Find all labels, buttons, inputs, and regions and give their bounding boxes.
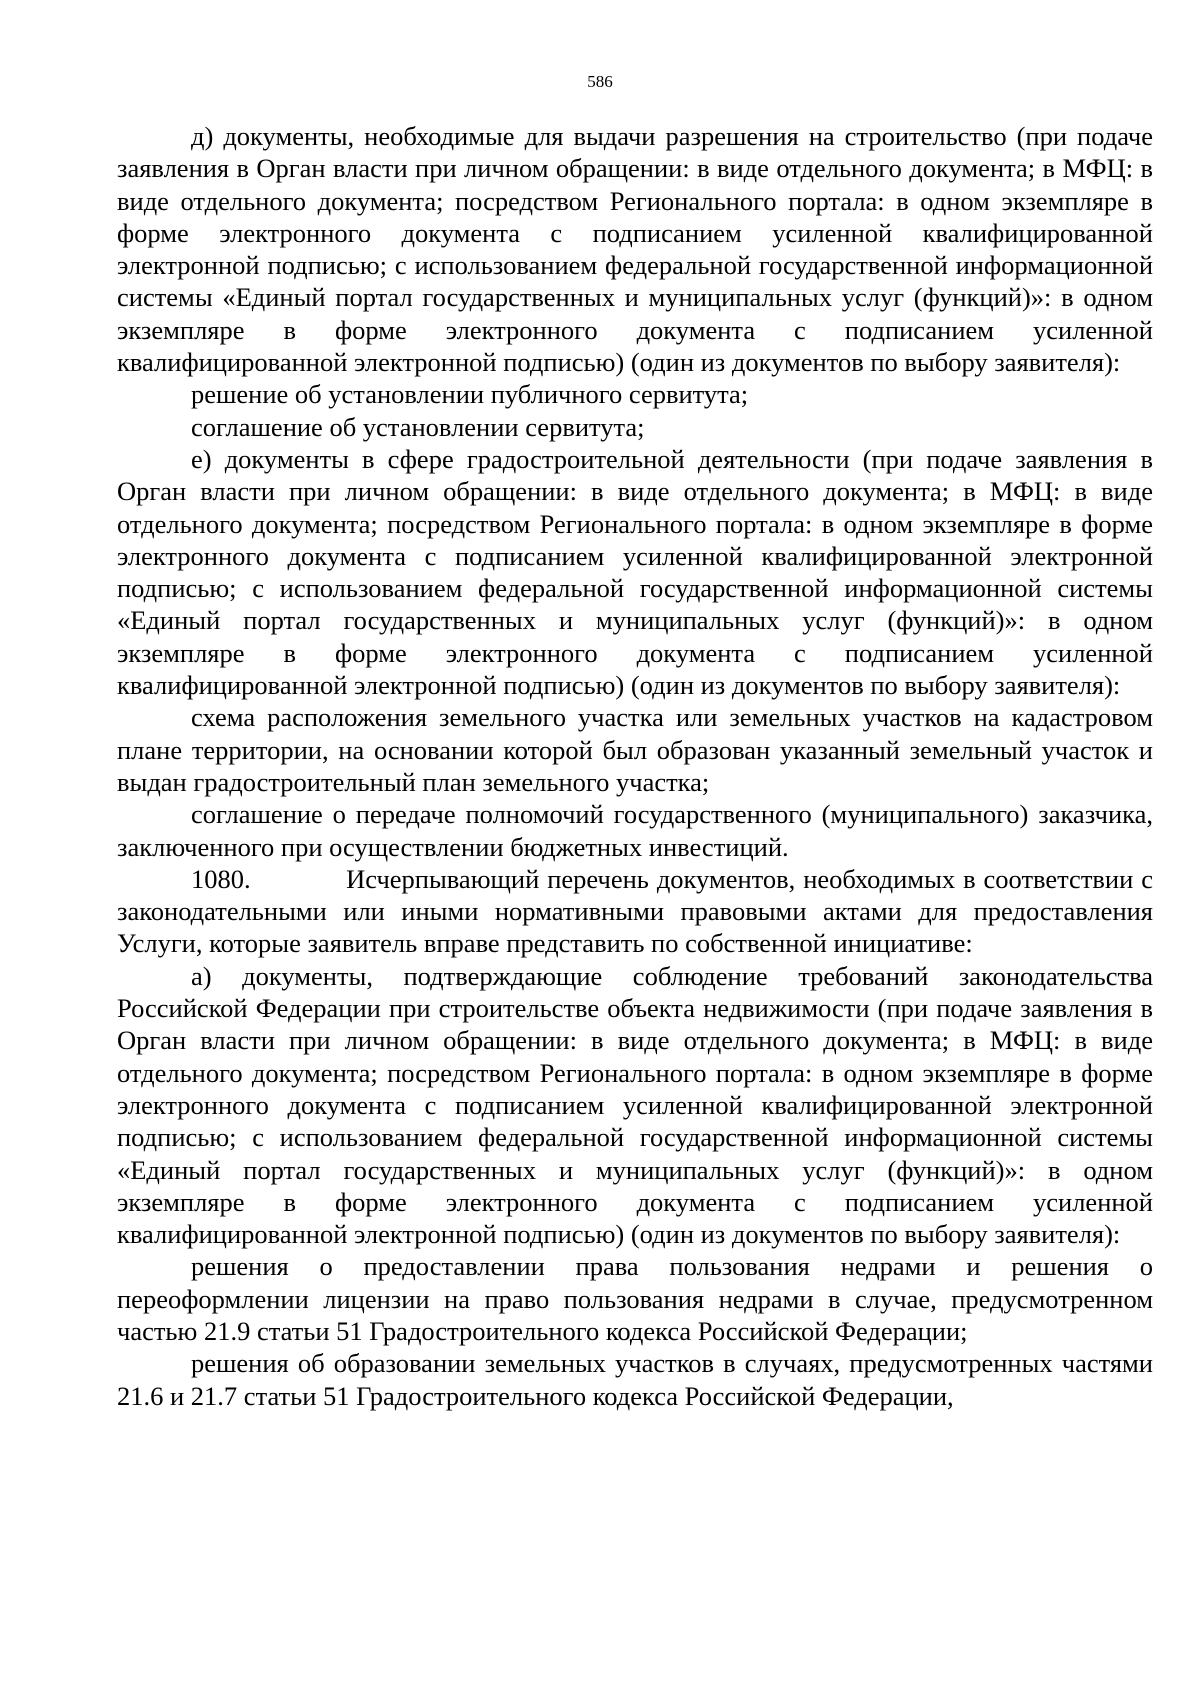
paragraph-land-plot-scheme: схема расположения земельного участка или земельных участков на кадастровом плане территории, на основании которой был образован указанный земельный участок и выдан градостроительный план земельного участка; bbox=[117, 702, 1153, 797]
page-number: 586 bbox=[587, 72, 613, 91]
paragraph-subsoil-decisions: решения о предоставлении права пользования недрами и решения о переоформлении лицензии на право пользования недрами в случае, предусмотренном частью 21.9 статьи 51 Градостроительного кодекса Российской Федерации; bbox=[117, 1251, 1153, 1346]
paragraph-item-d: д) документы, необходимые для выдачи разрешения на строительство (при подаче заявления в Орган власти при личном обращении: в виде отдельного документа; в МФЦ: в виде отдельного документа; посредством Регионального портала: в одном экземпляре в форме электронного документа с подписанием усиленной квалифицированной электронной подписью; с использованием федеральной государственной информационной системы «Единый портал государственных и муниципальных услуг (функций)»: в одном экземпляре в форме электронного документа с подписанием усиленной квалифицированной электронной подписью) (один из документов по выбору заявителя): bbox=[117, 121, 1153, 378]
paragraph-powers-transfer-agreement: соглашение о передаче полномочий государственного (муниципального) заказчика, заключенного при осуществлении бюджетных инвестиций. bbox=[117, 799, 1153, 862]
paragraph-clause-1080: 1080. Исчерпывающий перечень документов, необходимых в соответствии с законодательными или иными нормативными правовыми актами для предоставления Услуги, которые заявитель вправе представить по собственной инициативе: bbox=[117, 863, 1153, 959]
paragraph-public-servitude: решение об установлении публичного сервитута; bbox=[191, 379, 749, 410]
paragraph-land-plot-formation: решения об образовании земельных участков в случаях, предусмотренных частями 21.6 и 21.7 статьи 51 Градостроительного кодекса Российской Федерации, bbox=[117, 1348, 1153, 1411]
document-body bbox=[117, 120, 1153, 1412]
paragraph-item-a: а) документы, подтверждающие соблюдение требований законодательства Российской Федерации при строительстве объекта недвижимости (при подаче заявления в Орган власти при личном обращении: в виде отдельного документа; в МФЦ: в виде отдельного документа; посредством Регионального портала: в одном экземпляре в форме электронного документа с подписанием усиленной квалифицированной электронной подписью; с использованием федеральной государственной информационной системы «Единый портал государственных и муниципальных услуг (функций)»: в одном экземпляре в форме электронного документа с подписанием усиленной квалифицированной электронной подписью) (один из документов по выбору заявителя): bbox=[117, 960, 1153, 1250]
paragraph-item-e: е) документы в сфере градостроительной деятельности (при подаче заявления в Орган власти при личном обращении: в виде отдельного документа; в МФЦ: в виде отдельного документа; посредством Регионального портала: в одном экземпляре в форме электронного документа с подписанием усиленной квалифицированной электронной подписью; с использованием федеральной государственной информационной системы «Единый портал государственных и муниципальных услуг (функций)»: в одном экземпляре в форме электронного документа с подписанием усиленной квалифицированной электронной подписью) (один из документов по выбору заявителя): bbox=[117, 443, 1153, 701]
paragraph-servitude-agreement: соглашение об установлении сервитута; bbox=[191, 411, 645, 442]
